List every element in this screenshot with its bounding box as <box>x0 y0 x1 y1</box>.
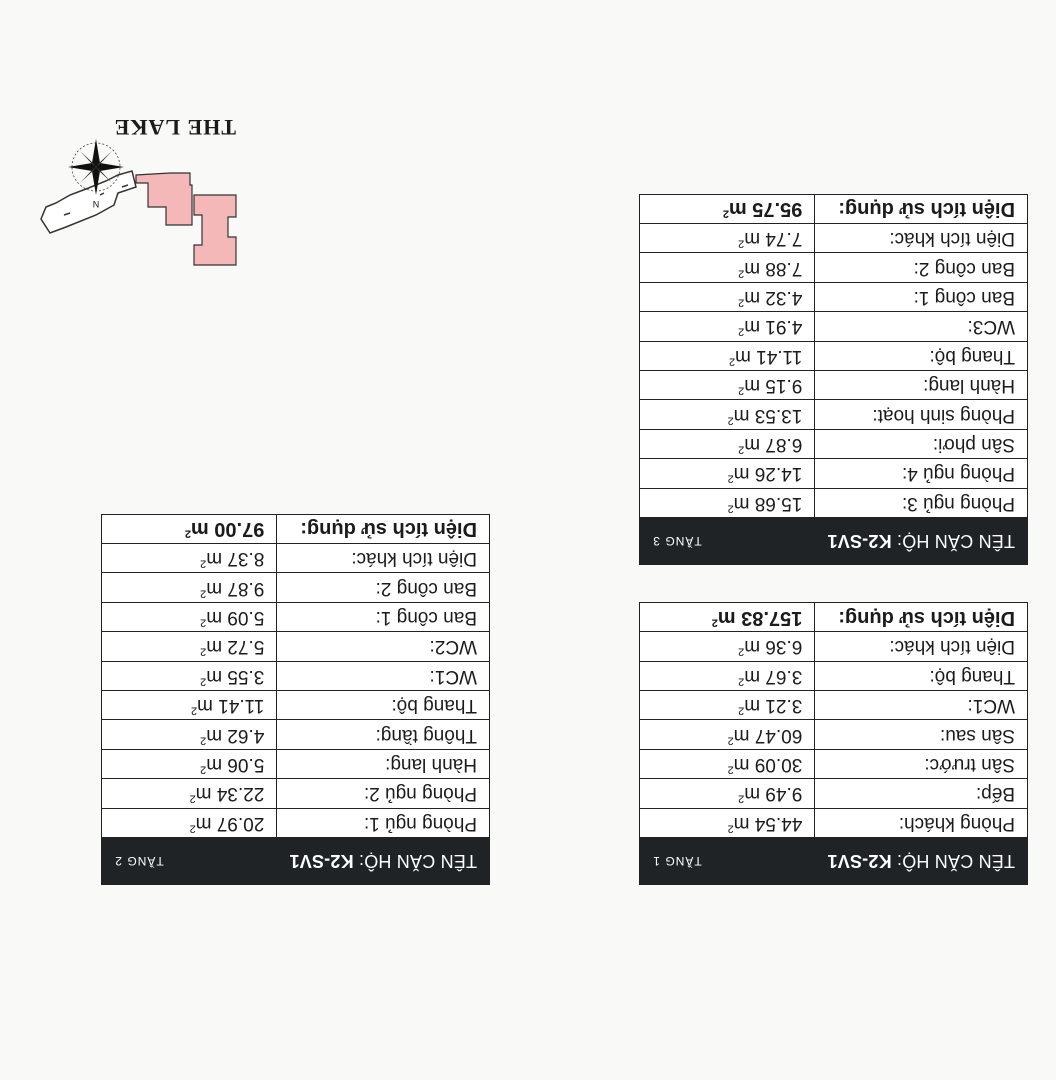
total-row <box>640 194 1028 223</box>
room-area <box>640 808 815 837</box>
table-row <box>102 544 490 573</box>
highlighted-unit-block <box>136 173 236 265</box>
room-area <box>640 400 815 429</box>
room-area <box>640 224 815 253</box>
room-area <box>102 720 277 749</box>
room-label: Ban công 1: <box>815 282 1028 311</box>
room-area <box>640 371 815 400</box>
area-number: 4.32 m <box>744 287 803 309</box>
room-label: Sân phơi: <box>815 429 1028 458</box>
total-label: Diện tích sử dụng: <box>277 514 490 543</box>
room-label: WC3: <box>815 312 1028 341</box>
area-number: 4.91 m <box>744 316 803 338</box>
area-unit-superscript: 2 <box>727 763 734 776</box>
apartment-name: TÊN CĂN HỘ: K2-SV1 <box>815 838 1028 885</box>
room-label: Phòng ngủ 1: <box>277 808 490 837</box>
area-number: 60.47 m <box>733 724 803 746</box>
table-row <box>102 632 490 661</box>
total-area-unit-superscript: 2 <box>184 528 191 541</box>
area-number: 5.72 m <box>206 636 265 658</box>
room-label: Diện tích khác: <box>277 544 490 573</box>
total-row <box>640 602 1028 631</box>
table-row <box>640 720 1028 749</box>
area-unit-superscript: 2 <box>727 413 734 426</box>
area-number: 7.88 m <box>744 257 803 279</box>
table-row <box>640 429 1028 458</box>
table-row <box>102 720 490 749</box>
area-table-floor-2 <box>101 514 490 885</box>
table-row <box>640 224 1028 253</box>
table-header <box>102 838 490 885</box>
room-label: Thông tầng: <box>277 720 490 749</box>
area-number: 3.55 m <box>206 665 265 687</box>
table-row <box>640 459 1028 488</box>
table-row <box>640 779 1028 808</box>
area-unit-superscript: 2 <box>189 822 196 835</box>
room-label: Phòng ngủ 2: <box>277 779 490 808</box>
area-number: 22.34 m <box>195 783 265 805</box>
area-unit-superscript: 2 <box>200 587 207 600</box>
area-unit-superscript: 2 <box>200 616 207 629</box>
room-label: Ban công 1: <box>277 602 490 631</box>
room-label: Phòng sinh hoạt: <box>815 400 1028 429</box>
compass-north-label: N <box>92 199 100 209</box>
table-row <box>640 282 1028 311</box>
room-label: Thang bộ: <box>815 661 1028 690</box>
table-row <box>102 602 490 631</box>
room-area <box>640 720 815 749</box>
total-area <box>102 514 277 543</box>
area-unit-superscript: 2 <box>190 704 198 717</box>
room-label: Hành lang: <box>815 371 1028 400</box>
table-row <box>102 749 490 778</box>
site-name: THE LAKE <box>113 115 236 140</box>
room-area <box>640 253 815 282</box>
table-header <box>640 518 1028 565</box>
area-number: 9.49 m <box>744 783 803 805</box>
area-number: 6.87 m <box>744 434 803 456</box>
room-label: Thang bộ: <box>277 691 490 720</box>
total-area-unit-superscript: 2 <box>711 616 718 629</box>
area-number: 5.09 m <box>206 607 265 629</box>
area-number: 9.15 m <box>744 375 803 397</box>
room-area <box>640 632 815 661</box>
area-number: 11.41 m <box>735 345 803 367</box>
room-area <box>102 602 277 631</box>
apartment-name: TÊN CĂN HỘ: K2-SV1 <box>815 518 1028 565</box>
area-number: 4.62 m <box>206 724 265 746</box>
total-area-number: 97.00 m <box>190 518 265 541</box>
area-unit-superscript: 2 <box>738 792 745 805</box>
room-label: Sân sau: <box>815 720 1028 749</box>
total-area <box>640 194 815 223</box>
room-area <box>102 573 277 602</box>
area-number: 20.97 m <box>195 812 265 834</box>
area-unit-superscript: 2 <box>738 645 745 658</box>
room-area <box>102 779 277 808</box>
room-area <box>640 779 815 808</box>
total-area-number: 157.83 m <box>717 606 803 629</box>
area-table-floor-1 <box>639 602 1028 885</box>
room-label: WC1: <box>277 661 490 690</box>
table-row <box>102 573 490 602</box>
room-label: Bếp: <box>815 779 1028 808</box>
room-area <box>102 808 277 837</box>
area-unit-superscript: 2 <box>738 237 745 250</box>
room-label: Diện tích khác: <box>815 224 1028 253</box>
room-area <box>640 341 815 370</box>
floor-label: TẦNG 2 <box>102 838 277 885</box>
room-label: WC1: <box>815 691 1028 720</box>
room-area <box>640 661 815 690</box>
area-table-floor-3 <box>639 194 1028 565</box>
area-number: 5.06 m <box>206 754 265 776</box>
room-label: Hành lang: <box>277 749 490 778</box>
room-area <box>102 691 277 720</box>
table-row <box>640 661 1028 690</box>
table-row <box>640 400 1028 429</box>
room-area <box>102 544 277 573</box>
room-label: Ban công 2: <box>815 253 1028 282</box>
floor-label: TẦNG 1 <box>640 838 815 885</box>
area-number: 15.68 m <box>733 492 803 514</box>
area-number: 11.41 m <box>197 695 265 717</box>
area-number: 44.54 m <box>733 812 803 834</box>
total-area-unit-superscript: 2 <box>722 208 729 221</box>
total-row <box>102 514 490 543</box>
table-row <box>640 371 1028 400</box>
table-row <box>640 488 1028 517</box>
area-unit-superscript: 2 <box>200 763 207 776</box>
area-unit-superscript: 2 <box>727 502 734 515</box>
table-row <box>640 808 1028 837</box>
total-area-number: 95.75 m <box>728 198 803 221</box>
room-area <box>102 661 277 690</box>
room-area <box>102 632 277 661</box>
area-unit-superscript: 2 <box>738 675 745 688</box>
room-area <box>102 749 277 778</box>
room-label: Ban công 2: <box>277 573 490 602</box>
room-label: Phòng ngủ 3: <box>815 488 1028 517</box>
adjacent-building-outline <box>41 171 136 233</box>
area-unit-superscript: 2 <box>200 645 207 658</box>
area-number: 13.53 m <box>733 404 803 426</box>
room-label: Thang bộ: <box>815 341 1028 370</box>
total-label: Diện tích sử dụng: <box>815 194 1028 223</box>
area-unit-superscript: 2 <box>727 733 734 746</box>
room-label: Phòng khách: <box>815 808 1028 837</box>
table-row <box>640 632 1028 661</box>
room-area <box>640 429 815 458</box>
table-header <box>640 838 1028 885</box>
area-unit-superscript: 2 <box>189 792 196 805</box>
apartment-name: TÊN CĂN HỘ: K2-SV1 <box>277 838 490 885</box>
area-number: 8.37 m <box>206 548 265 570</box>
room-area <box>640 749 815 778</box>
floor-label: TẦNG 3 <box>640 518 815 565</box>
area-unit-superscript: 2 <box>200 733 207 746</box>
area-number: 14.26 m <box>733 463 803 485</box>
area-unit-superscript: 2 <box>200 557 207 570</box>
room-label: Sân trước: <box>815 749 1028 778</box>
area-unit-superscript: 2 <box>738 384 745 397</box>
area-unit-superscript: 2 <box>738 296 745 309</box>
room-area <box>640 691 815 720</box>
table-row <box>640 691 1028 720</box>
area-number: 9.87 m <box>206 577 265 599</box>
table-row <box>102 808 490 837</box>
area-unit-superscript: 2 <box>727 472 734 485</box>
area-number: 3.67 m <box>744 665 803 687</box>
area-unit-superscript: 2 <box>727 822 734 835</box>
area-number: 3.21 m <box>744 695 803 717</box>
area-unit-superscript: 2 <box>200 675 207 688</box>
table-row <box>640 749 1028 778</box>
room-label: Diện tích khác: <box>815 632 1028 661</box>
table-row <box>640 341 1028 370</box>
area-unit-superscript: 2 <box>738 443 745 456</box>
total-label: Diện tích sử dụng: <box>815 602 1028 631</box>
area-number: 7.74 m <box>744 228 803 250</box>
total-area <box>640 602 815 631</box>
area-number: 30.09 m <box>733 754 803 776</box>
area-unit-superscript: 2 <box>738 267 745 280</box>
room-label: WC2: <box>277 632 490 661</box>
area-number: 6.36 m <box>744 636 803 658</box>
table-row <box>102 661 490 690</box>
table-row <box>102 779 490 808</box>
room-area <box>640 312 815 341</box>
room-area <box>640 459 815 488</box>
area-unit-superscript: 2 <box>738 325 745 338</box>
room-label: Phòng ngủ 4: <box>815 459 1028 488</box>
table-row <box>640 253 1028 282</box>
room-area <box>640 488 815 517</box>
room-area <box>640 282 815 311</box>
table-row <box>102 691 490 720</box>
area-unit-superscript: 2 <box>738 704 745 717</box>
area-unit-superscript: 2 <box>728 355 736 368</box>
table-row <box>640 312 1028 341</box>
